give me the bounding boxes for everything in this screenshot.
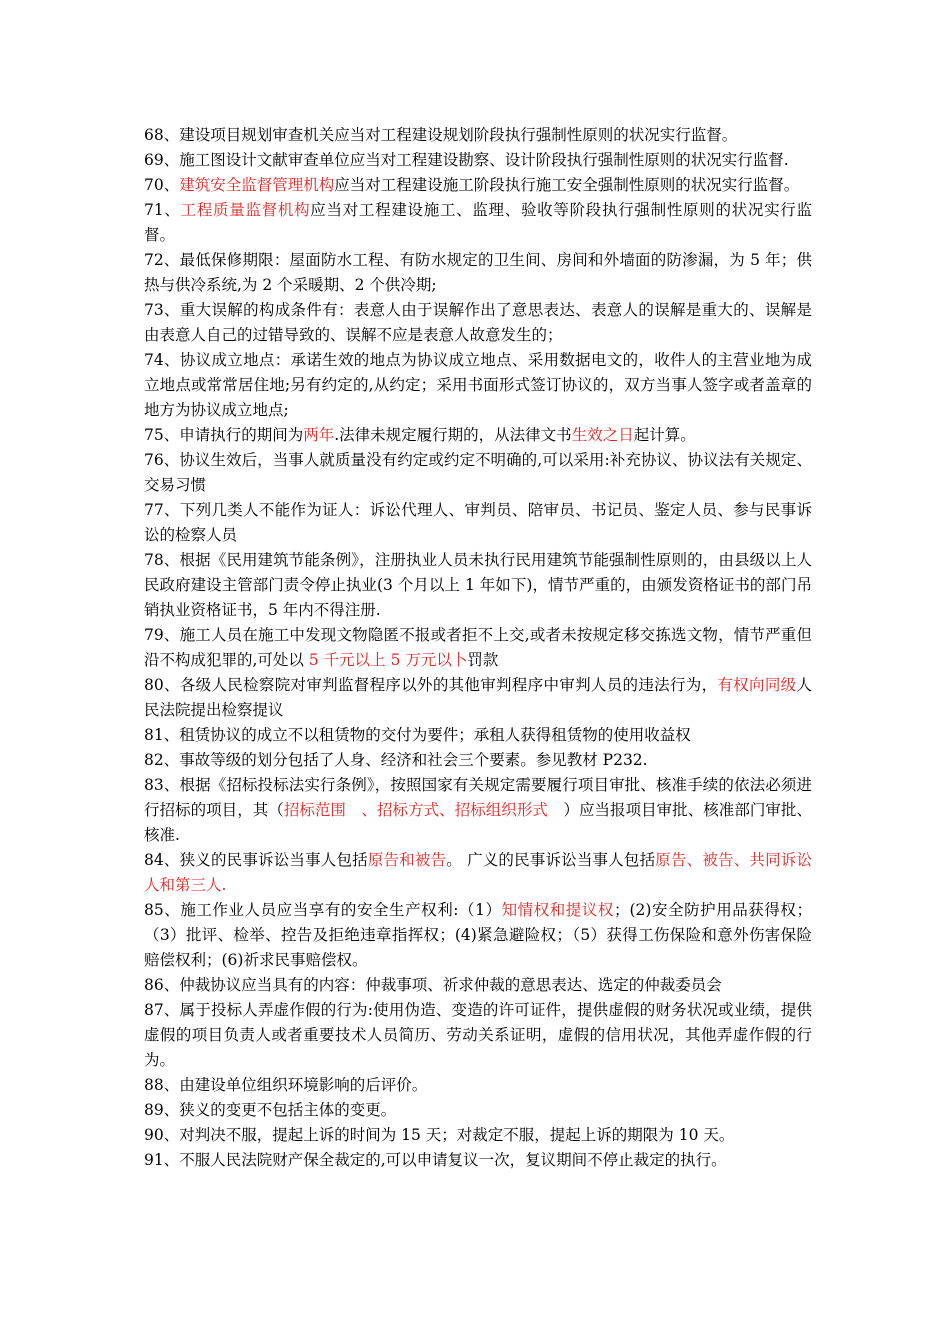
- highlighted-text: 工程质量监督机构: [180, 201, 311, 219]
- list-item: [144, 998, 812, 1073]
- list-item: [144, 673, 812, 723]
- text-segment: 73、重大误解的构成条件有：表意人由于误解作出了意思表达、表意人的误解是重大的、误解是由表意人自己的过错导致的、误解不应是表意人故意发生的；: [144, 301, 812, 344]
- text-segment: 68、建设项目规划审查机关应当对工程建设规划阶段执行强制性原则的状况实行监督。: [144, 126, 738, 144]
- text-segment: 91、不服人民法院财产保全裁定的,可以申请复议一次，复议期间不停止裁定的执行。: [144, 1151, 727, 1169]
- list-item: [144, 1148, 812, 1173]
- text-segment: 82、事故等级的划分包括了人身、经济和社会三个要素。参见教材 P232.: [144, 751, 648, 769]
- text-segment: 83、根据《招标投标法实行条例》，按照国家有关规定需要履行项目审批、核准手续的依法必须进行招标的项目，其（: [144, 776, 812, 819]
- list-item: [144, 623, 812, 673]
- text-segment: 70、: [144, 176, 180, 194]
- list-item: [144, 973, 812, 998]
- list-item: [144, 298, 812, 348]
- text-segment: 85、施工作业人员应当享有的安全生产权利:（1）: [144, 901, 502, 919]
- list-item: [144, 1098, 812, 1123]
- highlighted-text: 招标范围 、招标方式、招标组织形式: [283, 801, 548, 819]
- list-item: [144, 1123, 812, 1148]
- text-segment: 89、狭义的变更不包括主体的变更。: [144, 1101, 397, 1119]
- list-item: [144, 423, 812, 448]
- list-item: [144, 723, 812, 748]
- text-segment: 71、: [144, 201, 181, 219]
- highlighted-text: 建筑安全监督管理机构: [179, 176, 335, 194]
- list-item: [144, 198, 812, 248]
- list-item: [144, 123, 812, 148]
- text-segment: 罚款: [467, 651, 499, 669]
- text-segment: 起计算。: [633, 426, 696, 444]
- text-segment: 86、仲裁协议应当具有的内容：仲裁事项、祈求仲裁的意思表达、选定的仲裁委员会: [144, 976, 722, 994]
- text-segment: 78、根据《民用建筑节能条例》，注册执业人员未执行民用建筑节能强制性原则的，由县级以上人民政府建设主管部门责令停止执业(3 个月以上 1 年如下)，情节严重的，由颁发资格证书的部门吊销执业资格证书，5 年内不得注册.: [144, 551, 812, 619]
- list-item: [144, 173, 812, 198]
- text-segment: 。 广义的民事诉讼当事人包括: [446, 851, 656, 869]
- document-body: [144, 123, 812, 1173]
- list-item: [144, 448, 812, 498]
- list-item: [144, 548, 812, 623]
- list-item: [144, 898, 812, 973]
- list-item: [144, 1073, 812, 1098]
- text-segment: 应当对工程建设施工、监理、验收等阶段执行强制性原则的状况实行监督。: [144, 201, 812, 244]
- list-item: [144, 748, 812, 773]
- list-item: [144, 848, 812, 898]
- highlighted-text: 两年: [303, 426, 335, 444]
- text-segment: ；(2)安全防护用品获得权；（3）批评、检举、控告及拒绝违章指挥权；(4)紧急避险权；（5）获得工伤保险和意外伤害保险赔偿权利；(6)祈求民事赔偿权。: [144, 901, 812, 969]
- text-segment: 88、由建设单位组织环境影响的后评价。: [144, 1076, 428, 1094]
- text-segment: 72、最低保修期限：屋面防水工程、有防水规定的卫生间、房间和外墙面的防渗漏，为 5 年；供热与供冷系统,为 2 个采暖期、2 个供冷期;: [144, 251, 812, 294]
- list-item: [144, 498, 812, 548]
- text-segment: 69、施工图设计文献审查单位应当对工程建设勘察、设计阶段执行强制性原则的状况实行监督.: [144, 151, 789, 169]
- highlighted-text: 5 千元以上 5 万元以卜: [308, 651, 468, 669]
- text-segment: 84、狭义的民事诉讼当事人包括: [144, 851, 368, 869]
- text-segment: ）应当报项目审批、核准部门审批、核准.: [144, 801, 812, 844]
- text-segment: 77、下列几类人不能作为证人：诉讼代理人、审判员、陪审员、书记员、鉴定人员、参与民事诉讼的检察人员: [144, 501, 812, 544]
- text-segment: 80、各级人民检察院对审判监督程序以外的其他审判程序中审判人员的违法行为，: [144, 676, 718, 694]
- text-segment: 87、属于投标人弄虚作假的行为:使用伪造、变造的许可证件，提供虚假的财务状况或业绩，提供虚假的项目负责人或者重要技术人员简历、劳动关系证明，虚假的信用状况，其他弄虚作假的行为。: [144, 1001, 812, 1069]
- text-segment: 应当对工程建设施工阶段执行施工安全强制性原则的状况实行监督。: [334, 176, 800, 194]
- text-segment: 76、协议生效后，当事人就质量没有约定或约定不明确的,可以采用:补充协议、协议法有关规定、交易习惯: [144, 451, 812, 494]
- text-segment: .法律未规定履行期的，从法律文书: [334, 426, 572, 444]
- text-segment: 75、申请执行的期间为: [144, 426, 304, 444]
- highlighted-text: 知情权和提议权: [501, 901, 614, 919]
- text-segment: 90、对判决不服，提起上诉的时间为 15 天；对裁定不服，提起上诉的期限为 10 天。: [144, 1126, 735, 1144]
- text-segment: 74、协议成立地点：承诺生效的地点为协议成立地点、采用数据电文的，收件人的主营业地为成立地点或常常居住地;另有约定的,从约定；采用书面形式签订协议的，双方当事人签字或者盖章的地方为协议成立地点;: [144, 351, 812, 419]
- highlighted-text: 生效之日: [571, 426, 634, 444]
- text-segment: 79、施工人员在施工中发现文物隐匿不报或者拒不上交,或者未按规定移交拣选文物，情节严重但沿不构成犯罪的,可处以: [144, 626, 812, 669]
- list-item: [144, 348, 812, 423]
- highlighted-text: 有权向同级: [717, 676, 797, 694]
- list-item: [144, 773, 812, 848]
- list-item: [144, 148, 812, 173]
- highlighted-text: 原告、被告、共同诉讼人和第三人.: [144, 851, 812, 894]
- text-segment: 81、租赁协议的成立不以租赁物的交付为要件；承租人获得租赁物的使用收益权: [144, 726, 691, 744]
- highlighted-text: 原告和被告: [367, 851, 447, 869]
- list-item: [144, 248, 812, 298]
- text-segment: 人民法院提出检察提议: [144, 676, 812, 719]
